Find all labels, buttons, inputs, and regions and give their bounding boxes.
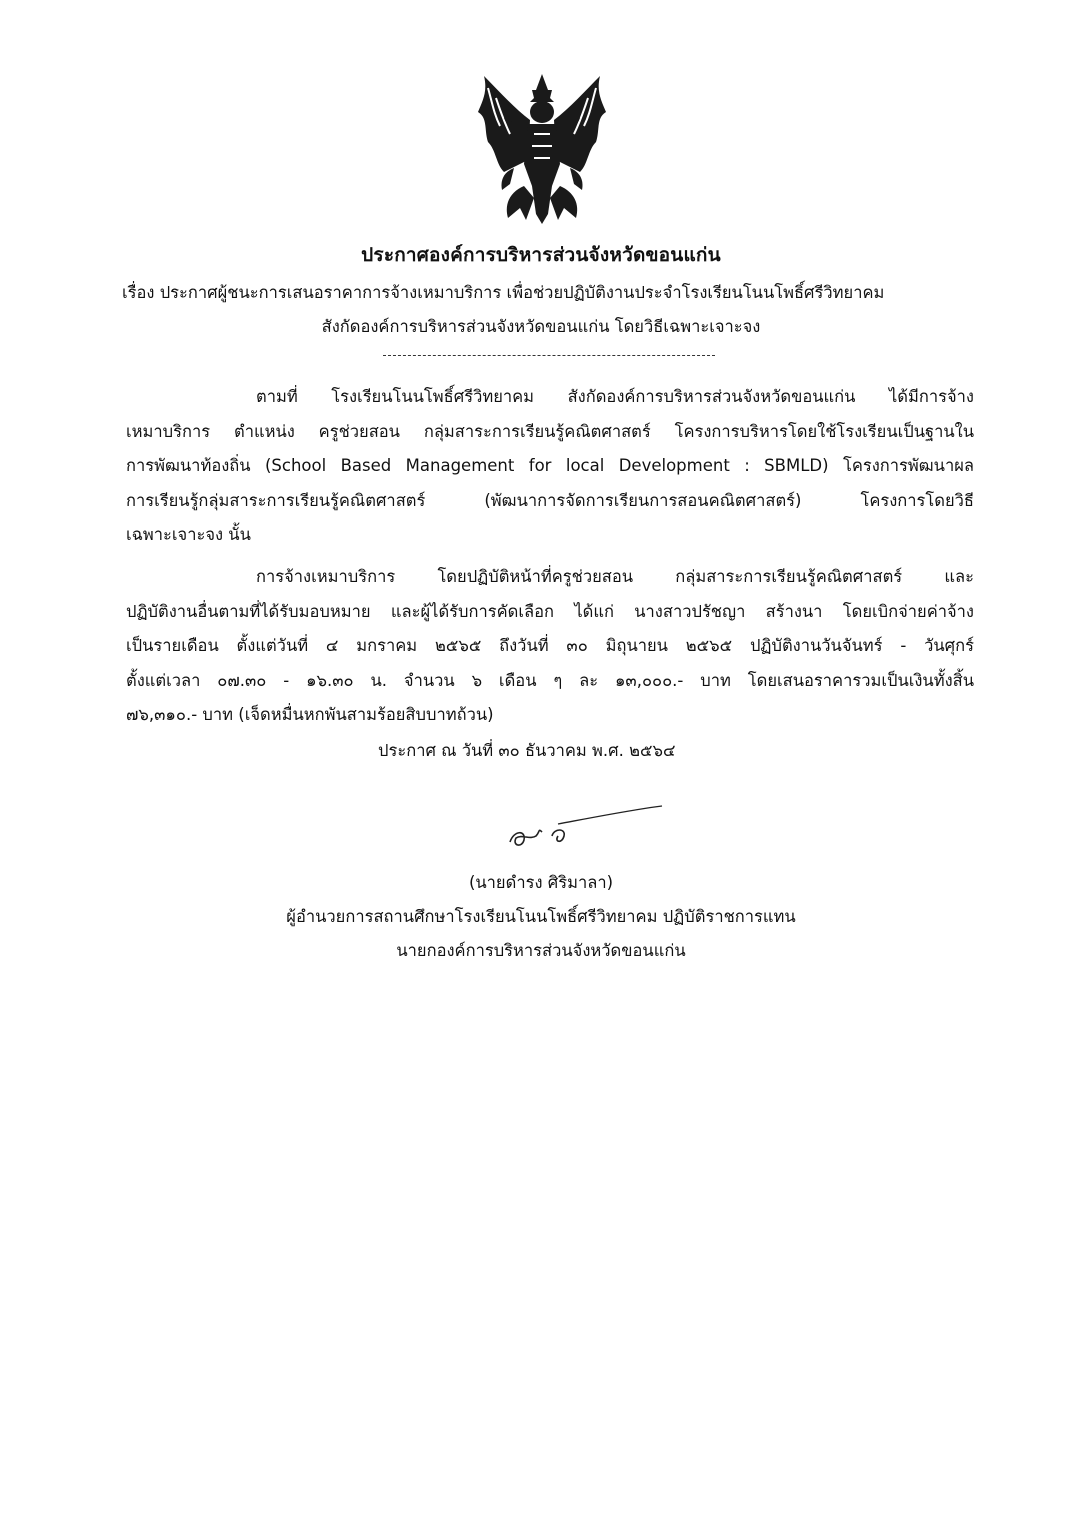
subject-line-2: สังกัดองค์การบริหารส่วนจังหวัดขอนแก่น โดยวิธีเฉพาะเจาะจง	[321, 317, 761, 336]
paragraph-1-line: ตามที่ โรงเรียนโนนโพธิ์ศรีวิทยาคม สังกัดองค์การบริหารส่วนจังหวัดขอนแก่น ได้มีการจ้าง	[256, 387, 974, 406]
paragraph-2-line: การจ้างเหมาบริการ โดยปฏิบัติหน้าที่ครูช่วยสอน กลุ่มสาระการเรียนรู้คณิตศาสตร์ และ	[256, 567, 974, 586]
paragraph-1-line: การเรียนรู้กลุ่มสาระการเรียนรู้คณิตศาสตร์ (พัฒนาการจัดการเรียนการสอนคณิตศาสตร์) โครงการโดยวิธี	[126, 490, 974, 510]
signer-position: ผู้อำนวยการสถานศึกษาโรงเรียนโนนโพธิ์ศรีวิทยาคม ปฏิบัติราชการแทน	[286, 907, 796, 926]
paragraph-1-line: เหมาบริการ ตำแหน่ง ครูช่วยสอน กลุ่มสาระการเรียนรู้คณิตศาสตร์ โครงการบริหารโดยใช้โรงเรียนเป็นฐานใน	[126, 421, 974, 441]
divider-dashed	[383, 355, 715, 356]
paragraph-1-line: เฉพาะเจาะจง นั้น	[126, 525, 251, 545]
announce-date: ประกาศ ณ วันที่ ๓๐ ธันวาคม พ.ศ. ๒๕๖๔	[378, 741, 676, 760]
paragraph-1-line: การพัฒนาท้องถิ่น (School Based Management for local Development : SBMLD) โครงการพัฒนาผล	[126, 456, 974, 476]
paragraph-2-line: เป็นรายเดือน ตั้งแต่วันที่ ๔ มกราคม ๒๕๖๕ ถึงวันที่ ๓๐ มิถุนายน ๒๕๖๕ ปฏิบัติงานวันจันทร์ - วันศุกร์	[126, 636, 974, 656]
paragraph-2-line: ตั้งแต่เวลา ๐๗.๓๐ - ๑๖.๓๐ น. จำนวน ๖ เดือน ๆ ละ ๑๓,๐๐๐.- บาท โดยเสนอราคารวมเป็นเงินทั้งสิ้น	[126, 670, 974, 690]
page-title: ประกาศองค์การบริหารส่วนจังหวัดขอนแก่น	[361, 244, 721, 266]
paragraph-1	[126, 380, 974, 553]
paragraph-2-line: ปฏิบัติงานอื่นตามที่ได้รับมอบหมาย และผู้ได้รับการคัดเลือก ได้แก่ นางสาวปรัชญา สร้างนา โดยเบิกจ่ายค่าจ้าง	[126, 601, 974, 621]
handwritten-signature	[500, 800, 670, 860]
paragraph-2-line: ๗๖,๓๑๐.- บาท (เจ็ดหมื่นหกพันสามร้อยสิบบาทถ้วน)	[126, 705, 494, 725]
subject-line-1: เรื่อง ประกาศผู้ชนะการเสนอราคาการจ้างเหมาบริการ เพื่อช่วยปฏิบัติงานประจำโรงเรียนโนนโพธิ์ศรีวิทยาคม	[122, 283, 885, 302]
paragraph-2	[126, 560, 974, 733]
garuda-emblem-icon	[474, 68, 610, 226]
signer-name: (นายดำรง ศิริมาลา)	[468, 873, 614, 892]
signer-position-2: นายกองค์การบริหารส่วนจังหวัดขอนแก่น	[396, 941, 686, 960]
